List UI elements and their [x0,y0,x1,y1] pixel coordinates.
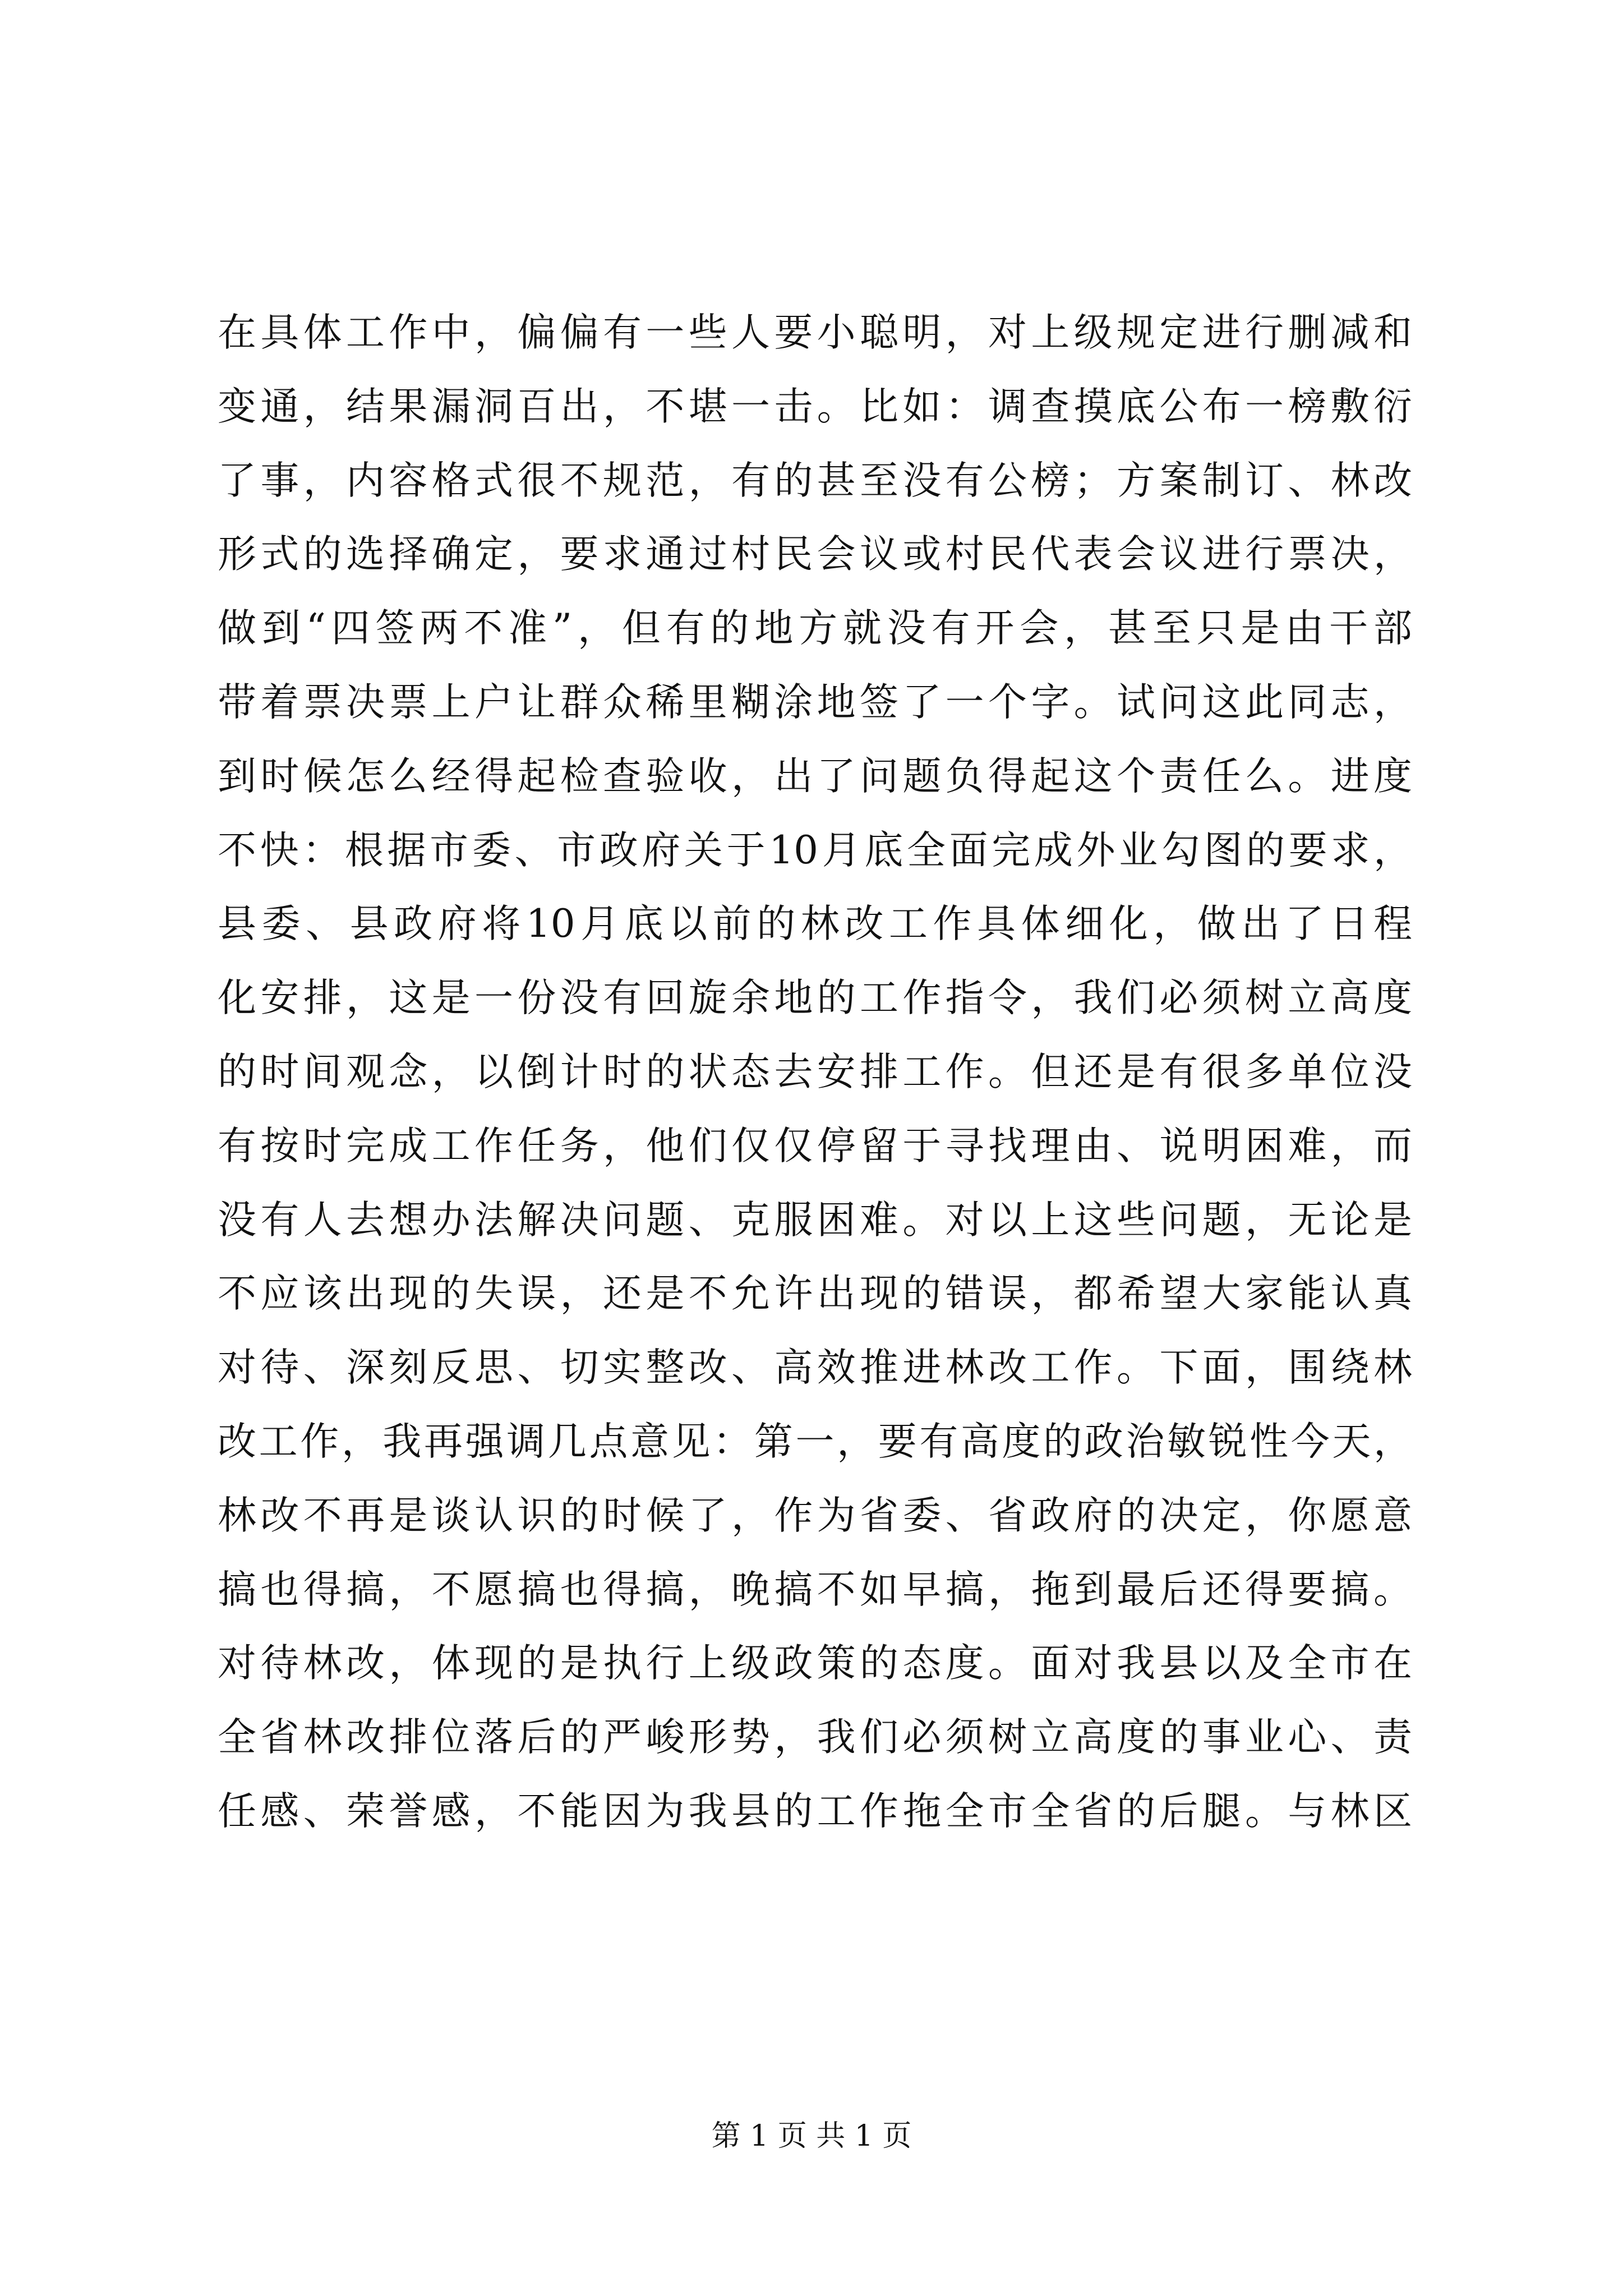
text-line: 变通，结果漏洞百出，不堪一击。比如：调查摸底公布一榜敷衍 [218,384,1412,429]
text-line: 县委、县政府将10月底以前的林改工作具体细化，做出了日程 [218,901,1412,947]
text-line: 带着票决票上户让群众稀里糊涂地签了一个字。试问这此同志， [218,679,1412,725]
text-line: 没有人去想办法解决问题、克服困难。对以上这些问题，无论是 [218,1197,1412,1243]
text-line: 到时候怎么经得起检查验收，出了问题负得起这个责任么。进度 [218,753,1412,799]
text-line: 不快：根据市委、市政府关于10月底全面完成外业勾图的要求， [218,827,1412,873]
text-line: 化安排，这是一份没有回旋余地的工作指令，我们必须树立高度 [218,976,1412,1021]
text-line: 对待林改，体现的是执行上级政策的态度。面对我县以及全市在 [218,1641,1412,1686]
text-line: 有按时完成工作任务，他们仅仅停留于寻找理由、说明困难，而 [218,1123,1412,1168]
text-line: 对待、深刻反思、切实整改、高效推进林改工作。下面，围绕林 [218,1345,1412,1391]
text-line: 任感、荣誉感，不能因为我县的工作拖全市全省的后腿。与林区 [218,1788,1412,1834]
text-line: 不应该出现的失误，还是不允许出现的错误，都希望大家能认真 [218,1271,1412,1317]
page-footer: 第 1 页 共 1 页 [711,2119,912,2153]
text-line: 全省林改排位落后的严峻形势，我们必须树立高度的事业心、责 [218,1715,1412,1760]
body-paragraph [218,296,1412,1849]
text-line: 林改不再是谈认识的时候了，作为省委、省政府的决定，你愿意 [218,1493,1412,1538]
text-line: 在具体工作中，偏偏有一些人要小聪明，对上级规定进行删减和 [218,310,1412,355]
text-line: 改工作，我再强调几点意见：第一，要有高度的政治敏锐性今天， [218,1419,1412,1464]
text-line: 了事，内容格式很不规范，有的甚至没有公榜；方案制订、林改 [218,458,1412,503]
text-line: 形式的选择确定，要求通过村民会议或村民代表会议进行票决， [218,532,1412,577]
text-line: 搞也得搞，不愿搞也得搞，晚搞不如早搞，拖到最后还得要搞。 [218,1567,1412,1612]
text-line: 的时间观念，以倒计时的状态去安排工作。但还是有很多单位没 [218,1049,1412,1094]
text-line: 做到“四签两不准”，但有的地方就没有开会，甚至只是由干部 [218,606,1412,651]
